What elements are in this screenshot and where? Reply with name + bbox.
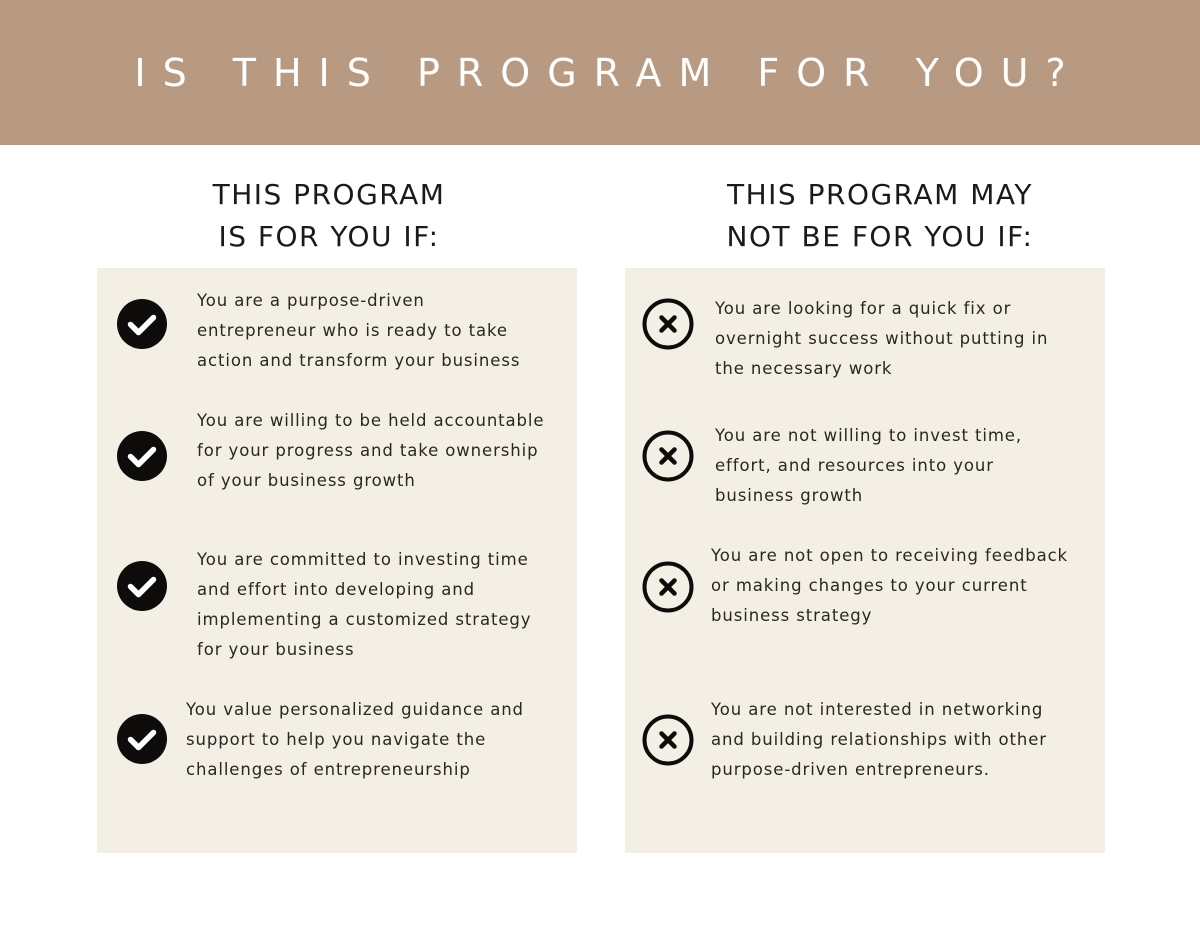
right-column-heading [640, 174, 1120, 258]
x-circle-icon [642, 561, 694, 613]
check-circle-icon [116, 298, 168, 350]
list-item-text: You are committed to investing time and effort into developing and implementing a customized strategy for your business [197, 550, 532, 659]
header-banner [0, 0, 1200, 145]
x-circle-icon [642, 714, 694, 766]
list-item-text: You are a purpose-driven entrepreneur who is ready to take action and transform your business [197, 291, 521, 370]
x-circle-icon [642, 430, 694, 482]
left-heading-line-1: THIS PROGRAM [212, 178, 446, 211]
list-item-text: You are not open to receiving feedback or making changes to your current business strategy [711, 546, 1069, 625]
x-circle-icon [642, 298, 694, 350]
list-item-text: You are not interested in networking and building relationships with other purpose-driven entrepreneurs. [711, 700, 1047, 779]
check-circle-icon [116, 430, 168, 482]
not-for-you-panel [625, 268, 1105, 853]
for-you-panel [97, 268, 577, 853]
check-circle-icon [116, 713, 168, 765]
left-heading-line-2: IS FOR YOU IF: [218, 220, 440, 253]
page-title: IS THIS PROGRAM FOR YOU? [134, 50, 1083, 95]
list-item-text: You value personalized guidance and support to help you navigate the challenges of entrepreneurship [186, 700, 524, 779]
right-heading-line-2: NOT BE FOR YOU IF: [726, 220, 1034, 253]
list-item-text: You are looking for a quick fix or overnight success without putting in the necessary work [715, 299, 1049, 378]
check-circle-icon [116, 560, 168, 612]
list-item-text: You are willing to be held accountable for your progress and take ownership of your business growth [197, 411, 545, 490]
left-column-heading [89, 174, 569, 258]
right-heading-line-1: THIS PROGRAM MAY [727, 178, 1033, 211]
list-item-text: You are not willing to invest time, effort, and resources into your business growth [715, 426, 1022, 505]
